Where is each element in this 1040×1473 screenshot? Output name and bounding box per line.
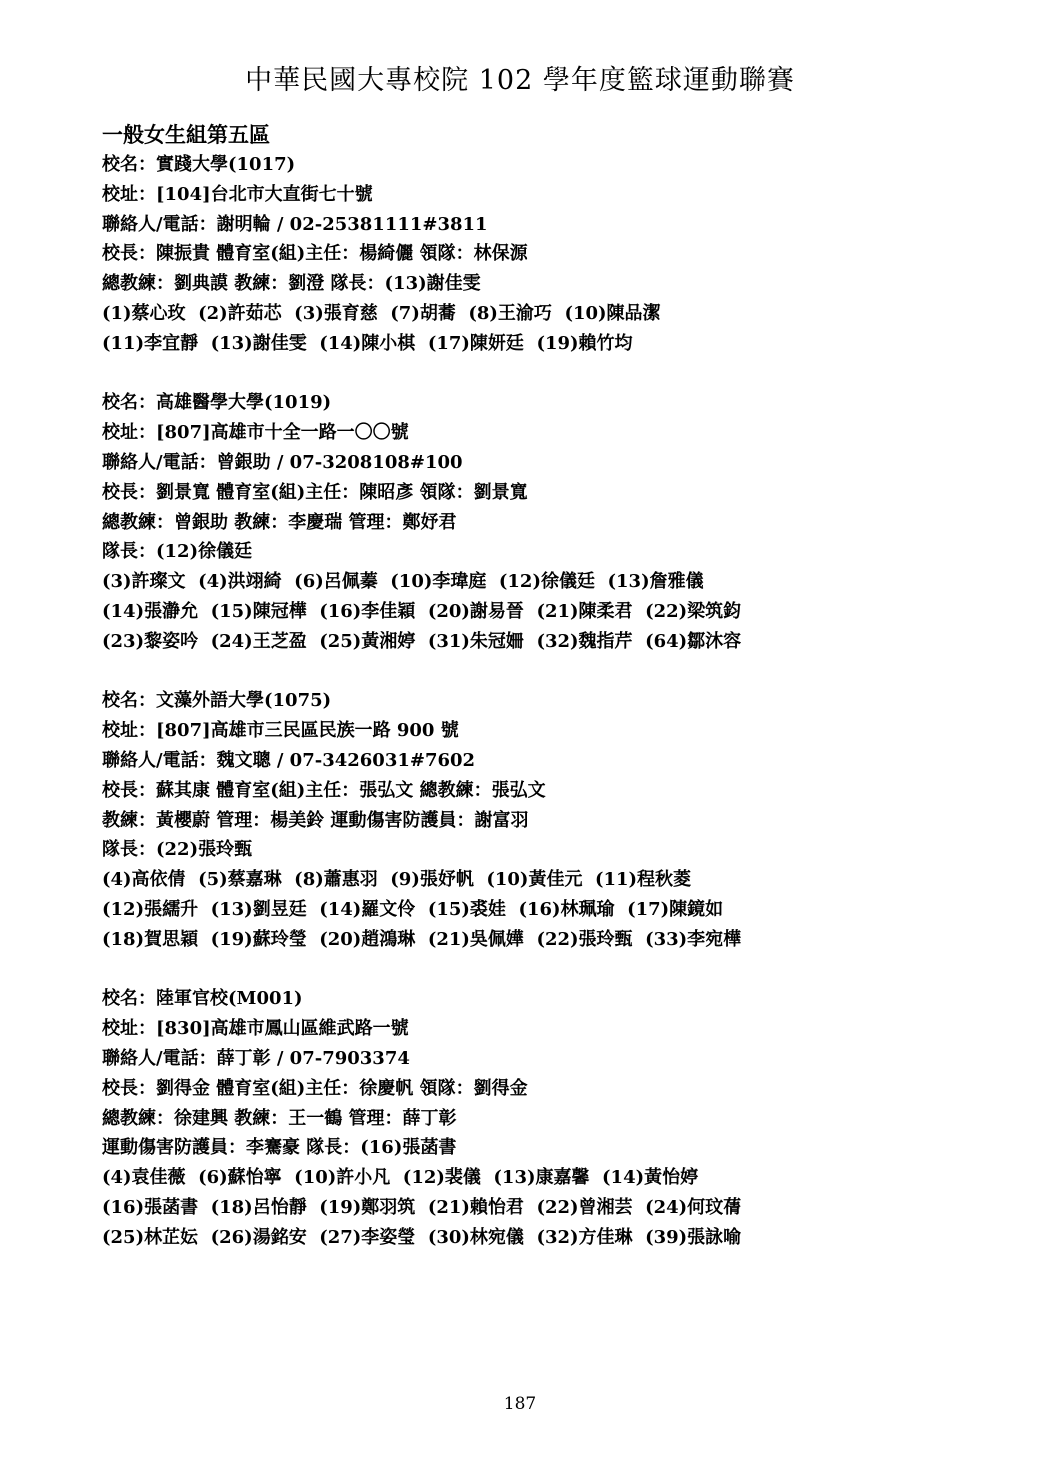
school-info-line: 校長：陳振貴 體育室(組)主任：楊綺儷 領隊：林保源 — [102, 243, 528, 265]
school-info-line: 校名：陸軍官校(M001) — [102, 988, 303, 1010]
page-number: 187 — [503, 1394, 537, 1414]
school-info-line: 校址：[830]高雄市鳳山區維武路一號 — [102, 1018, 409, 1040]
school-info-line: 校名：實踐大學(1017) — [102, 154, 296, 175]
school-info-line: 校長：劉得金 體育室(組)主任：徐慶帆 領隊：劉得金 — [102, 1077, 528, 1099]
school-info-line: 教練：黃櫻蔚 管理：楊美鈴 運動傷害防護員：謝富羽 — [102, 809, 529, 831]
school-info-line: (3)許璨文 (4)洪翊綺 (6)呂佩蓁 (10)李瑋庭 (12)徐儀廷 (13)詹雅儀 — [102, 571, 704, 593]
school-info-line: (18)賀思穎 (19)蘇玲瑩 (20)趙鴻琳 (21)吳佩嬅 (22)張玲甄 (33)李宛樺 — [102, 928, 742, 950]
school-info-line: 隊長：(22)張玲甄 — [102, 839, 253, 861]
school-info-line: 聯絡人/電話：薛丁彰 / 07-7903374 — [102, 1047, 410, 1069]
school-info-line: 校長：劉景寬 體育室(組)主任：陳昭彥 領隊：劉景寬 — [102, 481, 528, 503]
school-info-line: 校名：文藻外語大學(1075) — [102, 690, 332, 712]
page-title: 中華民國大專校院 102 學年度籃球運動聯賽 — [245, 65, 795, 96]
school-list — [102, 150, 1002, 1252]
school-info-line: (16)張菡書 (18)呂怡靜 (19)鄭羽筑 (21)賴怡君 (22)曾湘芸 (24)何玟蒨 — [102, 1196, 742, 1218]
school-block — [102, 686, 1002, 954]
school-info-line: 總教練：徐建興 教練：王一鶴 管理：薛丁彰 — [102, 1107, 457, 1129]
school-info-line: 聯絡人/電話：魏文聰 / 07-3426031#7602 — [102, 749, 476, 771]
school-info-line: 聯絡人/電話：曾銀助 / 07-3208108#100 — [102, 451, 463, 473]
school-info-line: (1)蔡心玫 (2)許茹芯 (3)張育慈 (7)胡蕎 (8)王渝巧 (10)陳品潔 — [102, 302, 661, 324]
school-info-line: 隊長：(12)徐儀廷 — [102, 541, 253, 563]
school-info-line: 校址：[807]高雄市三民區民族一路 900 號 — [102, 720, 459, 742]
school-info-line: 總教練：劉典謨 教練：劉澄 隊長：(13)謝佳雯 — [102, 273, 481, 295]
block-spacer — [102, 359, 1002, 389]
school-info-line: 運動傷害防護員：李騫豪 隊長：(16)張菡書 — [102, 1137, 457, 1159]
school-info-line: (4)高依倩 (5)蔡嘉琳 (8)蕭惠羽 (9)張妤帆 (10)黃佳元 (11)程秋菱 — [102, 869, 692, 891]
school-block — [102, 150, 1002, 359]
school-info-line: 總教練：曾銀助 教練：李慶瑞 管理：鄭妤君 — [102, 511, 457, 533]
school-info-line: (23)黎姿吟 (24)王芝盈 (25)黃湘婷 (31)朱冠姍 (32)魏指芹 (64)鄒沐容 — [102, 630, 742, 652]
block-spacer — [102, 657, 1002, 687]
school-info-line: (11)李宜靜 (13)謝佳雯 (14)陳小棋 (17)陳妍廷 (19)賴竹均 — [102, 332, 633, 354]
school-info-line: 校址：[807]高雄市十全一路一〇〇號 — [102, 422, 409, 444]
school-info-line: (25)林芷妘 (26)湯銘安 (27)李姿瑩 (30)林宛儀 (32)方佳琳 (39)張詠喻 — [102, 1226, 742, 1248]
school-info-line: (12)張繻升 (13)劉昱廷 (14)羅文伶 (15)裘娃 (16)林珮瑜 (17)陳鏡如 — [102, 898, 724, 920]
school-info-line: (14)張瀞允 (15)陳冠樺 (16)李佳穎 (20)謝易晉 (21)陳柔君 (22)梁筑鈞 — [102, 600, 742, 622]
school-info-line: 校名：高雄醫學大學(1019) — [102, 392, 332, 414]
school-info-line: (4)袁佳薇 (6)蘇怡寧 (10)許小凡 (12)裴儀 (13)康嘉馨 (14)黃怡婷 — [102, 1167, 699, 1189]
block-spacer — [102, 955, 1002, 985]
document-body — [102, 120, 1002, 1252]
school-block — [102, 984, 1002, 1252]
school-info-line: 校址：[104]台北市大直街七十號 — [102, 183, 373, 205]
school-info-line: 聯絡人/電話：謝明輪 / 02-25381111#3811 — [102, 213, 488, 235]
school-info-line: 校長：蘇其康 體育室(組)主任：張弘文 總教練：張弘文 — [102, 779, 546, 801]
section-heading: 一般女生組第五區 — [102, 122, 270, 147]
school-block — [102, 388, 1002, 656]
